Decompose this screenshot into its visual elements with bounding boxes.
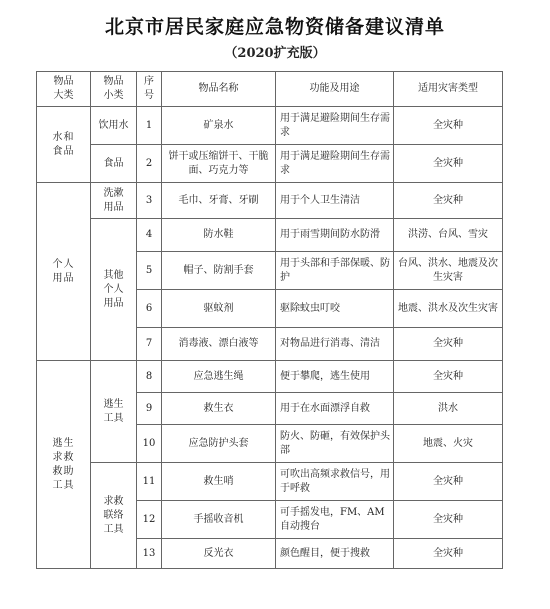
row-disaster: 地震、火灾	[394, 425, 503, 463]
row-seq: 12	[137, 501, 162, 539]
row-function: 对物品进行消毒、清洁	[276, 328, 394, 361]
row-seq: 9	[137, 393, 162, 425]
header-seq: 序 号	[137, 72, 162, 107]
row-function: 颜色醒目，便于搜救	[276, 539, 394, 569]
table-row	[37, 463, 503, 501]
row-disaster: 全灾种	[394, 145, 503, 183]
subcategory-other-personal: 其他 个人 用品	[91, 219, 137, 361]
row-seq: 10	[137, 425, 162, 463]
header-category-l2: 物品 小类	[91, 72, 137, 107]
row-name: 救生哨	[162, 463, 276, 501]
row-function: 防火、防砸，有效保护头部	[276, 425, 394, 463]
category-personal: 个人 用品	[37, 183, 91, 361]
row-function: 用于头部和手部保暖、防护	[276, 252, 394, 290]
subcategory-washing: 洗漱 用品	[91, 183, 137, 219]
category-water-food: 水和 食品	[37, 107, 91, 183]
row-seq: 8	[137, 361, 162, 393]
row-name: 手摇收音机	[162, 501, 276, 539]
row-name: 消毒液、漂白液等	[162, 328, 276, 361]
row-function: 用于满足避险期间生存需求	[276, 107, 394, 145]
row-disaster: 全灾种	[394, 328, 503, 361]
header-name: 物品名称	[162, 72, 276, 107]
row-disaster: 全灾种	[394, 539, 503, 569]
row-seq: 7	[137, 328, 162, 361]
table-row	[37, 361, 503, 393]
row-name: 应急防护头套	[162, 425, 276, 463]
header-function: 功能及用途	[276, 72, 394, 107]
subcategory-escape-tools: 逃生 工具	[91, 361, 137, 463]
row-seq: 1	[137, 107, 162, 145]
row-seq: 4	[137, 219, 162, 252]
row-disaster: 全灾种	[394, 361, 503, 393]
row-name: 矿泉水	[162, 107, 276, 145]
table-row	[37, 219, 503, 252]
row-name: 毛巾、牙膏、牙刷	[162, 183, 276, 219]
row-function: 用于在水面漂浮自救	[276, 393, 394, 425]
document-subtitle: （2020扩充版）	[224, 46, 326, 61]
row-disaster: 台风、洪水、地震及次生灾害	[394, 252, 503, 290]
row-function: 用于雨雪期间防水防滑	[276, 219, 394, 252]
table-row	[37, 145, 503, 183]
table-row	[37, 183, 503, 219]
row-disaster: 全灾种	[394, 183, 503, 219]
row-name: 帽子、防割手套	[162, 252, 276, 290]
document-title: 北京市居民家庭应急物资储备建议清单	[104, 16, 445, 38]
row-seq: 2	[137, 145, 162, 183]
table-row	[37, 107, 503, 145]
row-disaster: 全灾种	[394, 501, 503, 539]
category-escape-tools: 逃生 求救 救助 工具	[37, 361, 91, 569]
subcategory-food: 食品	[91, 145, 137, 183]
row-function: 用于个人卫生清洁	[276, 183, 394, 219]
header-category-l1: 物品 大类	[37, 72, 91, 107]
subcategory-drinking-water: 饮用水	[91, 107, 137, 145]
table-header-row	[37, 72, 503, 107]
row-disaster: 洪涝、台风、雪灾	[394, 219, 503, 252]
row-disaster: 全灾种	[394, 107, 503, 145]
header-disaster: 适用灾害类型	[394, 72, 503, 107]
row-seq: 13	[137, 539, 162, 569]
row-disaster: 地震、洪水及次生灾害	[394, 290, 503, 328]
row-name: 应急逃生绳	[162, 361, 276, 393]
row-function: 便于攀爬，逃生使用	[276, 361, 394, 393]
row-function: 驱除蚊虫叮咬	[276, 290, 394, 328]
row-function: 可吹出高频求救信号，用于呼救	[276, 463, 394, 501]
row-function: 用于满足避险期间生存需求	[276, 145, 394, 183]
subcategory-rescue-contact: 求救 联络 工具	[91, 463, 137, 569]
row-name: 饼干或压缩饼干、干脆面、巧克力等	[162, 145, 276, 183]
row-seq: 6	[137, 290, 162, 328]
row-disaster: 洪水	[394, 393, 503, 425]
supplies-table	[36, 71, 503, 569]
row-disaster: 全灾种	[394, 463, 503, 501]
row-seq: 3	[137, 183, 162, 219]
row-seq: 11	[137, 463, 162, 501]
row-name: 救生衣	[162, 393, 276, 425]
row-name: 防水鞋	[162, 219, 276, 252]
row-name: 驱蚊剂	[162, 290, 276, 328]
row-function: 可手摇发电，FM、AM自动搜台	[276, 501, 394, 539]
row-name: 反光衣	[162, 539, 276, 569]
row-seq: 5	[137, 252, 162, 290]
